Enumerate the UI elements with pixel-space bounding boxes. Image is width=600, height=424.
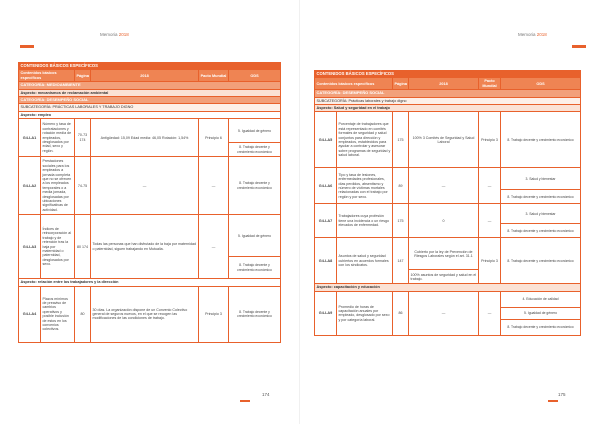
indicator-value: 0 — [409, 204, 479, 238]
indicator-page: 80 174 — [75, 215, 91, 279]
header-pacto: Pacto Mundial — [479, 78, 501, 90]
indicator-ods: 4. Educación de calidad — [501, 291, 581, 307]
indicator-page: 70-73 174 — [75, 119, 91, 157]
right-footer-accent — [548, 400, 558, 402]
indicator-page: 175 — [393, 204, 409, 238]
right-header-accent — [572, 45, 586, 48]
left-header-title — [100, 32, 129, 37]
table-row — [315, 204, 581, 224]
table-row — [19, 157, 281, 215]
indicator-desc: Asuntos de salud y seguridad cubiertos en acuerdos formales con los sindicatos. — [337, 238, 393, 284]
indicator-ods: 8. Trabajo decente y crecimiento económico — [229, 143, 281, 157]
table-row — [19, 215, 281, 257]
left-footer-accent — [240, 400, 250, 402]
indicator-ods: 8. Trabajo decente y crecimiento económico — [501, 238, 581, 284]
indicator-value: — — [409, 291, 479, 335]
header-contenidos: Contenidos básicos específicos — [315, 78, 393, 90]
indicator-code: G4-LA7 — [315, 204, 337, 238]
indicator-pacto: — — [479, 204, 501, 238]
right-header-title — [518, 32, 547, 37]
aspecto-empleo-row: Aspecto: empleo — [19, 111, 281, 118]
indicator-ods: 8. Trabajo decente y crecimiento económico — [501, 319, 581, 335]
indicator-desc: Promedio de horas de capacitación anuales por empleado, desglosado por sexo y por categoría laboral. — [337, 291, 393, 335]
indicator-pacto: Principio 3 — [479, 238, 501, 284]
indicator-ods: 8. Trabajo decente y crecimiento económico — [501, 112, 581, 168]
indicator-value: — — [91, 157, 199, 215]
indicator-page: 86 — [393, 291, 409, 335]
indicator-pacto: — — [479, 291, 501, 335]
indicator-page: 175 — [393, 112, 409, 168]
table-row — [315, 112, 581, 168]
indicator-ods: 8. Trabajo decente y crecimiento económico — [501, 190, 581, 204]
table-row — [315, 168, 581, 190]
indicator-code: G4-LA3 — [19, 215, 41, 279]
indicator-ods: 8. Trabajo decente y crecimiento económico — [229, 286, 281, 342]
table-row — [315, 291, 581, 307]
indicator-value: 100% asuntos de seguridad y salud en el trabajo. — [409, 270, 479, 284]
indicator-ods: 5. Igualdad de género — [229, 215, 281, 257]
indicator-desc: Índices de reincorporación al trabajo y de retención tras la baja por maternidad o paternidad, desglosados por sexo. — [41, 215, 75, 279]
indicator-ods: 5. Igualdad de género — [501, 307, 581, 319]
indicator-ods: 5. Igualdad de género — [229, 119, 281, 143]
indicator-desc: Tipo y tasa de lesiones, enfermedades profesionales, días perdidos, absentismo y número de víctimas mortales relacionadas con el trabajo por región y por sexo. — [337, 168, 393, 204]
table-row — [19, 286, 281, 342]
indicator-pacto: Principio 6 — [199, 119, 229, 157]
categoria-row: CATEGORÍA: DESEMPEÑO SOCIAL — [315, 90, 581, 97]
left-gri-table — [18, 62, 281, 343]
indicator-code: G4-LA1 — [19, 119, 41, 157]
indicator-code: G4-LA6 — [315, 168, 337, 204]
indicator-ods: 3. Salud y bienestar — [501, 204, 581, 224]
indicator-pacto: — — [199, 157, 229, 215]
indicator-code: G4-LA2 — [19, 157, 41, 215]
indicator-pacto: Principio 3 — [199, 286, 229, 342]
indicator-desc: Plazos mínimos de preaviso de cambios operativos y posible inclusión de estos en los convenios colectivos. — [41, 286, 75, 342]
categoria-row: CATEGORÍA: MEDIOAMBIENTE — [19, 82, 281, 89]
right-page-number: 175 — [558, 392, 566, 397]
header-contenidos: Contenidos básicos específicos — [19, 70, 75, 82]
indicator-desc: Trabajadores cuya profesión tiene una incidencia o un riesgo elevados de enfermedad. — [337, 204, 393, 238]
indicator-pacto: Principio 3 — [479, 112, 501, 168]
indicator-page: 80 — [75, 286, 91, 342]
indicator-code: G4-LA4 — [19, 286, 41, 342]
indicator-page: 89 — [393, 168, 409, 204]
subcategoria-row: SUBCATEGORÍA: PRÁCTICAS LABORALES Y TRABAJO DIGNO — [19, 104, 281, 111]
right-page — [300, 0, 600, 424]
indicator-desc: Porcentaje de trabajadores que está representado en comités formales de seguridad y salud conjuntos para dirección y empleados, establecidos para ayudar a controlar y asesorar sobre programas de seguridad y salud laboral. — [337, 112, 393, 168]
indicator-desc: Prestaciones sociales para los empleados a jornada completa que no se ofrecen a los empleados temporales o a media jornada, desglosadas por ubicaciones significativas de actividad. — [41, 157, 75, 215]
table-row — [315, 238, 581, 270]
left-header-year: 2018 — [118, 32, 129, 37]
indicator-code: G4-LA5 — [315, 112, 337, 168]
indicator-value: 100% 3 Comités de Seguridad y Salud Laboral — [409, 112, 479, 168]
indicator-page: 74-75 — [75, 157, 91, 215]
header-ods: ODS — [501, 78, 581, 90]
aspecto-relacion-row: Aspecto: relación entre los trabajadores y la dirección — [19, 279, 281, 286]
indicator-value: Antigüedad: 15,09 Edad media: 46,05 Rotación: 1,54% — [91, 119, 199, 157]
table-title: CONTENIDOS BÁSICOS ESPECÍFICOS — [315, 71, 581, 78]
left-page-number: 174 — [262, 392, 270, 397]
indicator-page: 147 — [393, 238, 409, 284]
indicator-pacto: — — [199, 215, 229, 279]
left-header-accent — [20, 45, 34, 48]
left-header-text: Memoria — [100, 32, 118, 37]
aspecto-salud-row: Aspecto: Salud y seguridad en el trabajo — [315, 105, 581, 112]
subcategoria-row: SUBCATEGORÍA: Prácticas laborales y trabajo digno — [315, 97, 581, 104]
indicator-value: Cubierto por la ley de Prevención de Riesgos Laborales según el art. 31.1 — [409, 238, 479, 270]
header-pagina: Página — [75, 70, 91, 82]
aspecto-capacitacion-row: Aspecto: capacitación y educación — [315, 284, 581, 291]
indicator-value: 30 días. La organización dispone de un Convenio Colectivo general de seguros nuevos, en el que se recogen las modificaciones de las condiciones de trabajo. — [91, 286, 199, 342]
indicator-ods: 8. Trabajo decente y crecimiento económico — [501, 224, 581, 238]
indicator-pacto: — — [479, 168, 501, 204]
right-header-text: Memoria — [518, 32, 536, 37]
header-pagina: Página — [393, 78, 409, 90]
header-ods: ODS — [229, 70, 281, 82]
table-title: CONTENIDOS BÁSICOS ESPECÍFICOS — [19, 63, 281, 70]
indicator-value: Todas las personas que han disfrutado de la baja por maternidad o paternidad, siguen trabajando en Mutualia. — [91, 215, 199, 279]
right-gri-table — [314, 70, 581, 336]
header-year: 2018 — [91, 70, 199, 82]
indicator-ods: 3. Salud y bienestar — [501, 168, 581, 190]
indicator-code: G4-LA8 — [315, 238, 337, 284]
indicator-ods: 8. Trabajo decente y crecimiento económico — [229, 257, 281, 279]
categoria-social-row: CATEGORÍA: DESEMPEÑO SOCIAL — [19, 97, 281, 104]
right-header-year: 2018 — [536, 32, 547, 37]
indicator-desc: Número y tasa de contrataciones y rotación media de empleados, desglosados por edad, sexo y región. — [41, 119, 75, 157]
table-row — [19, 119, 281, 143]
aspecto-row: Aspecto: mecanismos de reclamación ambiental — [19, 89, 281, 96]
indicator-value: — — [409, 168, 479, 204]
header-pacto: Pacto Mundial — [199, 70, 229, 82]
header-year: 2018 — [409, 78, 479, 90]
indicator-ods: 8. Trabajo decente y crecimiento económico — [229, 157, 281, 215]
indicator-code: G4-LA9 — [315, 291, 337, 335]
